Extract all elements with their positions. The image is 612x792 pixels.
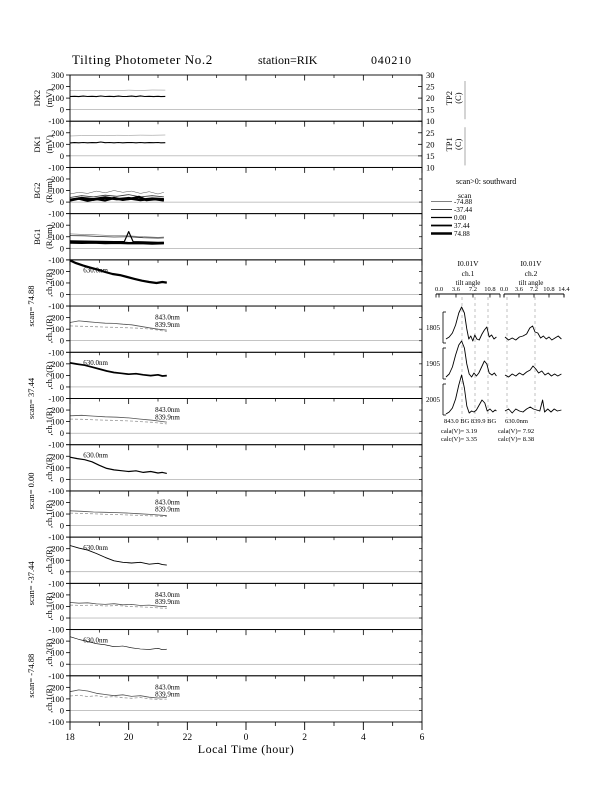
cal-a-ch2: cala(V)= 7.92 xyxy=(498,428,535,435)
panel-channel-label: ,ch.1(R) xyxy=(44,684,54,713)
wavelength-annotation: 843.0nm xyxy=(155,406,180,415)
x-axis-tick-label: 0 xyxy=(243,733,249,743)
y-tick-label: 200 xyxy=(51,497,64,508)
y-tick-label: -100 xyxy=(48,485,64,496)
y-tick-label: -100 xyxy=(48,116,64,127)
wavelength-annotation: 839.9nm xyxy=(155,598,180,607)
y-tick-label: 0 xyxy=(59,150,64,161)
panel-frame-scan74.88-ch1 xyxy=(70,306,422,352)
y-tick-label: 0 xyxy=(59,705,64,716)
y-tick-label: -100 xyxy=(48,208,64,219)
cal-a-ch1: cala(V)= 3.19 xyxy=(441,428,478,435)
y-tick-label: 0 xyxy=(59,104,64,115)
y-tick-label: 0 xyxy=(59,197,64,208)
y-tick-label: 100 xyxy=(51,277,64,288)
right-tick-label: 25 xyxy=(426,81,435,92)
tilt-trace-1805-ch2 xyxy=(505,326,561,340)
y-tick-label: 0 xyxy=(59,613,64,624)
scan-group-label: scan= 74.88 xyxy=(26,285,36,327)
y-tick-label: 200 xyxy=(51,543,64,554)
right-tick-label: 15 xyxy=(426,150,435,161)
wavelength-annotation: 843.0nm xyxy=(155,590,180,599)
y-tick-label: -100 xyxy=(48,624,64,635)
scan-group-label: scan= -37.44 xyxy=(26,561,36,606)
panel-channel-label: ,ch.1(R) xyxy=(44,315,54,344)
x-axis-tick-label: 22 xyxy=(182,733,193,743)
wavelength-annotation: 839.9nm xyxy=(155,505,180,514)
x-axis-tick-label: 2 xyxy=(302,733,308,743)
y-tick-label: 100 xyxy=(51,185,64,196)
panel-frame-scan-74.88-ch2 xyxy=(70,630,422,676)
tilt-tick-label: 0.0 xyxy=(499,286,509,293)
tilt-tick-label: 3.6 xyxy=(451,286,461,293)
panel-frame-scan0.00-ch1 xyxy=(70,491,422,537)
wavelength-annotation: 630.0nm xyxy=(83,359,108,368)
y-tick-label: 100 xyxy=(51,139,64,150)
wavelength-annotation: 630.0nm xyxy=(83,636,108,645)
y-tick-label: -100 xyxy=(48,439,64,450)
tilt-row-time-label: 1905 xyxy=(426,360,440,368)
y-tick-label: 200 xyxy=(51,81,64,92)
wavelength-annotation: 843.0nm xyxy=(155,498,180,507)
panel-channel-label: ,ch.2(R) xyxy=(44,269,54,297)
tilt-ch2-name: ch.2 xyxy=(524,269,538,278)
date-label: 040210 xyxy=(371,53,412,67)
tilt-ch1-name: ch.1 xyxy=(461,269,475,278)
panel-name-label: DK1 xyxy=(32,136,42,153)
tilt-tick-label: 0.0 xyxy=(434,286,444,293)
panel-name-label: BG2 xyxy=(32,182,42,199)
y-tick-label: 100 xyxy=(51,462,64,473)
y-tick-label: 100 xyxy=(51,647,64,658)
y-tick-label: 0 xyxy=(59,381,64,392)
legend-label: -74.88 xyxy=(454,198,473,206)
y-tick-label: 200 xyxy=(51,405,64,416)
panel-frame-scan74.88-ch2 xyxy=(70,260,422,306)
series-scan74.88-ch1-839.9nm xyxy=(70,326,167,332)
legend-label: -37.44 xyxy=(454,206,473,214)
wavelength-annotation: 630.0nm xyxy=(83,451,108,460)
series-scan0.00-ch2-630.0nm xyxy=(70,457,167,473)
series-DK2-TP2-temp xyxy=(70,90,165,91)
right-tick-label: 10 xyxy=(426,162,435,173)
panel-frame-DK2 xyxy=(70,75,422,121)
panel-channel-label: ,ch.1(R) xyxy=(44,500,54,528)
tilt-tick-label: 3.6 xyxy=(514,286,524,293)
wavelength-annotation: 843.0nm xyxy=(155,313,180,322)
right-tick-label: 20 xyxy=(426,139,435,150)
y-tick-label: 300 xyxy=(51,70,64,80)
y-tick-label: 100 xyxy=(51,231,64,242)
panel-channel-label: ,ch.1(R) xyxy=(44,407,54,436)
y-tick-label: 0 xyxy=(59,474,64,485)
right-tick-label: 10 xyxy=(426,116,435,127)
cal-c-ch1: calc(V)= 3.35 xyxy=(441,436,478,443)
tilt-ch2-axis-label: tilt angle xyxy=(518,279,544,287)
panel-name-label: BG1 xyxy=(32,228,42,245)
panel-unit-label: (R/nm) xyxy=(44,178,54,203)
panel-frame-scan-37.44-ch2 xyxy=(70,537,422,583)
y-tick-label: 200 xyxy=(51,127,64,138)
series-scan37.44-ch1-843.0nm xyxy=(70,415,167,422)
y-tick-label: 0 xyxy=(59,335,64,346)
x-axis-label: Local Time (hour) xyxy=(197,742,295,756)
x-axis-tick-label: 6 xyxy=(419,733,425,743)
series-DK1-TP1-temp xyxy=(70,135,165,136)
panel-frame-scan-37.44-ch1 xyxy=(70,583,422,629)
wavelength-annotation: 630.0nm xyxy=(83,266,108,275)
tilt-tick-label: 7.2 xyxy=(468,286,478,293)
tilt-tick-label: 10.8 xyxy=(543,286,555,293)
y-tick-label: 200 xyxy=(51,682,64,693)
right-axis-unit: (C) xyxy=(453,92,463,104)
tilt-trace-2005-ch1 xyxy=(446,375,496,414)
y-tick-label: 100 xyxy=(51,324,64,335)
right-axis-name: TP1 xyxy=(444,137,454,152)
y-tick-label: -100 xyxy=(48,347,64,358)
tilt-row-time-label: 1805 xyxy=(426,324,440,332)
y-tick-label: 200 xyxy=(51,173,64,184)
tilt-tick-label: 14.4 xyxy=(558,286,570,293)
y-tick-label: -100 xyxy=(48,578,64,589)
scan-group-label: scan= 37.44 xyxy=(26,377,36,420)
series-DK1-DK1-dark xyxy=(70,142,165,143)
right-axis-name: TP2 xyxy=(444,91,454,106)
y-tick-label: 200 xyxy=(51,451,64,462)
y-tick-label: 200 xyxy=(51,220,64,231)
y-tick-label: 0 xyxy=(59,659,64,670)
y-tick-label: 100 xyxy=(51,555,64,566)
series-DK2-DK2-dark xyxy=(70,96,165,97)
wavelength-annotation: 839.9nm xyxy=(155,413,180,422)
wavelength-annotation: 843.0nm xyxy=(155,683,180,692)
panel-frame-DK1 xyxy=(70,121,422,167)
y-tick-label: -100 xyxy=(48,162,64,173)
tilt-trace-1805-ch1 xyxy=(446,307,496,341)
y-tick-label: 100 xyxy=(51,693,64,704)
scan-group-label: scan= 0.00 xyxy=(26,472,36,510)
panel-unit-label: (R/nm) xyxy=(44,224,54,250)
legend-label: 0.00 xyxy=(454,214,467,222)
legend-title: scan xyxy=(458,191,472,200)
y-tick-label: 100 xyxy=(51,601,64,612)
y-tick-label: -100 xyxy=(48,254,64,265)
series-BG1-scan74.88 xyxy=(70,243,164,244)
panel-channel-label: ,ch.2(R) xyxy=(44,638,54,667)
legend-label: 37.44 xyxy=(454,222,470,230)
tilt-ch1-axis-label: tilt angle xyxy=(455,279,481,287)
tilt-trace-2005-ch2 xyxy=(505,400,561,413)
panel-name-label: DK2 xyxy=(32,89,42,107)
y-tick-label: 100 xyxy=(51,509,64,520)
tilt-trace-1905-ch2 xyxy=(505,366,561,377)
wavelength-annotation: 839.9nm xyxy=(155,320,180,329)
panel-unit-label: (mV) xyxy=(44,135,54,154)
series-scan-37.44-ch1-843.0nm xyxy=(70,602,167,606)
y-tick-label: 200 xyxy=(51,358,64,369)
right-tick-label: 30 xyxy=(426,70,435,80)
tilt-trace-1905-ch1 xyxy=(446,341,496,377)
right-tick-label: 20 xyxy=(426,93,435,104)
panel-frame-scan37.44-ch1 xyxy=(70,399,422,445)
x-axis-tick-label: 18 xyxy=(65,733,75,743)
panel-frame-scan0.00-ch2 xyxy=(70,445,422,491)
station-label: station=RIK xyxy=(258,53,318,67)
y-tick-label: -100 xyxy=(48,670,64,681)
tilt-caption-ch1: 843.0 BG 839.9 BG xyxy=(444,418,497,425)
y-tick-label: 0 xyxy=(59,243,64,254)
x-axis-tick-label: 20 xyxy=(123,733,134,743)
panel-frame-scan-74.88-ch1 xyxy=(70,676,422,722)
right-tick-label: 25 xyxy=(426,127,435,138)
y-tick-label: 100 xyxy=(51,416,64,427)
scan-direction-note: scan>0: southward xyxy=(456,177,517,186)
tilt-caption-ch2: 630.0nm xyxy=(505,418,528,425)
y-tick-label: 100 xyxy=(51,93,64,104)
wavelength-annotation: 839.9nm xyxy=(155,690,180,699)
y-tick-label: -100 xyxy=(48,717,64,727)
series-BG2-scan-37.44 xyxy=(70,195,164,198)
tilt-ch2-scale-label: I0.01V xyxy=(520,259,542,268)
y-tick-label: -100 xyxy=(48,393,64,404)
y-tick-label: 200 xyxy=(51,312,64,323)
page-title: Tilting Photometer No.2 xyxy=(72,52,213,67)
y-tick-label: 0 xyxy=(59,428,64,439)
series-BG2-scan-74.88 xyxy=(70,191,164,195)
x-axis-tick-label: 4 xyxy=(360,733,366,743)
tilt-row-time-label: 2005 xyxy=(426,396,440,404)
series-scan-74.88-ch1-843.0nm xyxy=(70,690,167,698)
panel-frame-BG2 xyxy=(70,167,422,213)
generated-plot-content xyxy=(26,70,570,743)
y-tick-label: 0 xyxy=(59,289,64,300)
panel-frame-scan37.44-ch2 xyxy=(70,352,422,398)
panel-channel-label: ,ch.2(R) xyxy=(44,546,54,575)
tilt-tick-label: 10.8 xyxy=(484,286,496,293)
y-tick-label: 200 xyxy=(51,636,64,647)
tilt-ch1-scale-label: I0.01V xyxy=(457,259,479,268)
tilt-tick-label: 7.2 xyxy=(529,286,539,293)
y-tick-label: 200 xyxy=(51,589,64,600)
panel-channel-label: ,ch.2(R) xyxy=(44,361,54,390)
y-tick-label: 0 xyxy=(59,566,64,577)
y-tick-label: 100 xyxy=(51,370,64,381)
panel-unit-label: (mV) xyxy=(44,88,54,108)
cal-c-ch2: calc(V)= 8.38 xyxy=(498,436,535,443)
y-tick-label: -100 xyxy=(48,532,64,543)
right-axis-unit: (C) xyxy=(453,138,463,150)
scan-group-label: scan= -74.88 xyxy=(26,653,36,698)
series-scan74.88-ch1-843.0nm xyxy=(70,321,167,330)
panel-channel-label: ,ch.2(R) xyxy=(44,453,54,482)
legend-label: 74.88 xyxy=(454,230,470,238)
y-tick-label: 200 xyxy=(51,266,64,277)
wavelength-annotation: 630.0nm xyxy=(83,543,108,552)
panel-channel-label: ,ch.1(R) xyxy=(44,592,54,621)
right-tick-label: 15 xyxy=(426,104,435,115)
y-tick-label: 0 xyxy=(59,520,64,531)
series-scan0.00-ch1-843.0nm xyxy=(70,511,167,516)
series-scan37.44-ch1-839.9nm xyxy=(70,419,167,424)
y-tick-label: -100 xyxy=(48,301,64,312)
